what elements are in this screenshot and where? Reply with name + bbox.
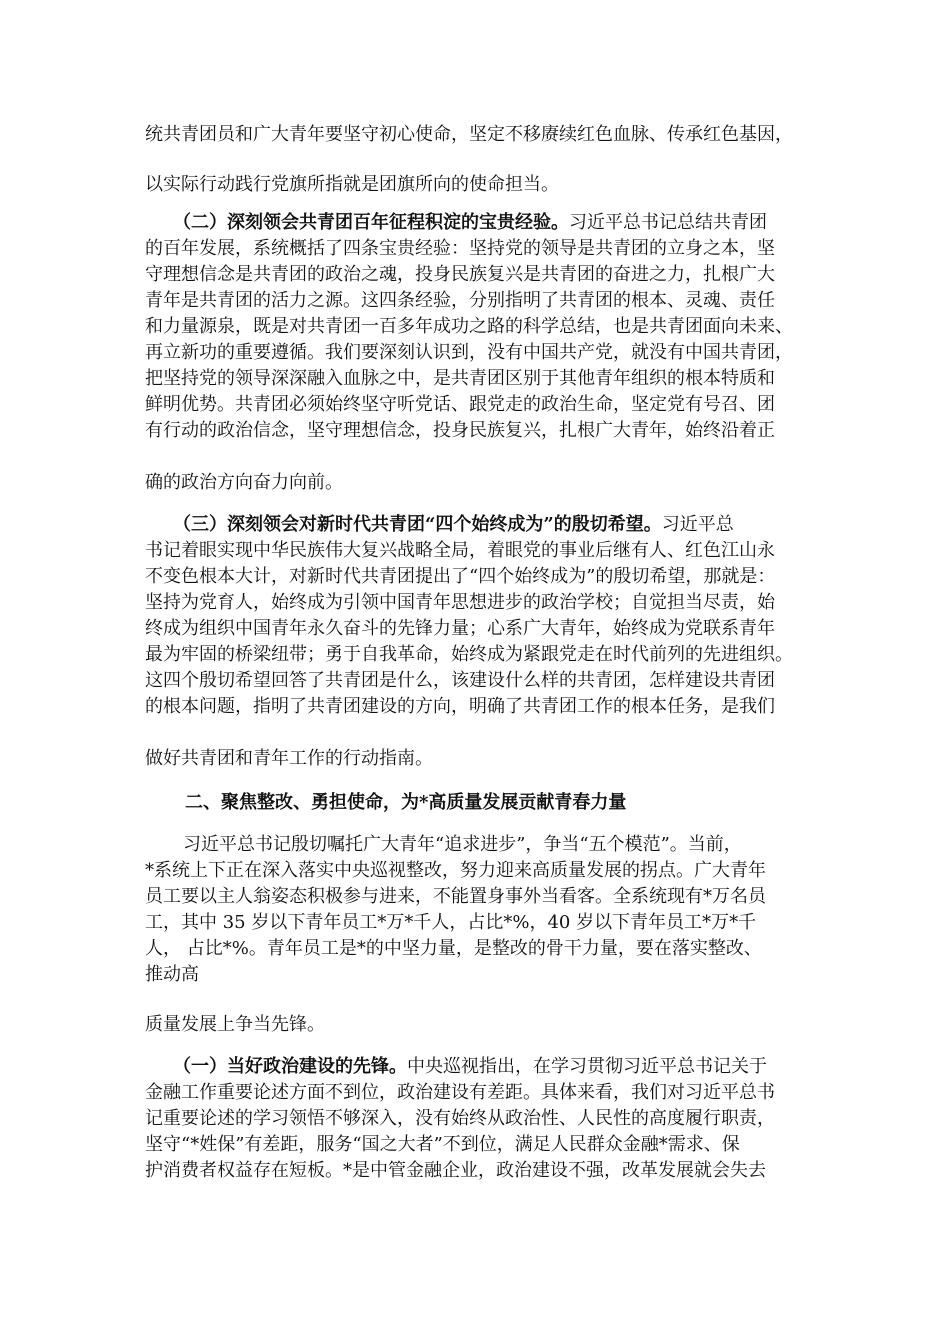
text-line — [145, 616, 805, 642]
text-line — [145, 1158, 805, 1184]
text-line — [145, 418, 805, 444]
text-line — [145, 1132, 805, 1158]
text-run: 员工要以主人翁姿态积极参与进来，不能置身事外当看客。全系统现有*万名员 — [145, 886, 766, 907]
text-run: 以实际行动践行党旗所指就是团旗所向的使命担当。 — [145, 174, 559, 195]
text-run: 有行动的政治信念，坚守理想信念，投身民族复兴，扎根广大青年，始终沿着正 — [145, 420, 775, 441]
text-run: 习近平总书记殷切嘱托广大青年“追求进步”，争当“五个模范”。当前， — [183, 834, 742, 855]
text-line — [145, 564, 805, 590]
text-run: 习近平总书记总结共青团 — [569, 212, 767, 233]
text-line — [145, 1012, 805, 1038]
subheading-line — [173, 210, 805, 236]
text-line — [145, 262, 805, 288]
subheading-text: （二）深刻领会共青团百年征程积淀的宝贵经验。 — [173, 212, 569, 233]
text-line — [145, 590, 805, 616]
text-run: 和力量源泉，既是对共青团一百多年成功之路的科学总结，也是共青团面向未来、 — [145, 316, 793, 337]
text-line — [145, 936, 805, 962]
text-line — [145, 538, 805, 564]
text-run: 人， 占比*%。青年员工是*的中坚力量，是整改的骨干力量，要在落实整改、 — [145, 938, 762, 959]
text-run: 习近平总 — [661, 514, 734, 535]
subheading-line — [173, 512, 805, 538]
text-run: 不变色根本大计，对新时代共青团提出了“四个始终成为”的殷切希望，那就是： — [145, 566, 776, 587]
text-run: 坚守“*姓保”有差距，服务“国之大者”不到位，满足人民群众金融*需求、保 — [145, 1134, 740, 1155]
text-run: 再立新功的重要遵循。我们要深刻认识到，没有中国共产党，就没有中国共青团， — [145, 342, 793, 363]
text-line — [145, 314, 805, 340]
text-line — [145, 642, 805, 668]
text-line — [145, 746, 805, 772]
text-line — [145, 1080, 805, 1106]
text-line — [145, 858, 805, 884]
text-run: 终成为组织中国青年永久奋斗的先锋力量；心系广大青年，始终成为党联系青年 — [145, 618, 775, 639]
text-run: 青年是共青团的活力之源。这四条经验，分别指明了共青团的根本、灵魂、责任 — [145, 290, 775, 311]
text-run: 这四个殷切希望回答了共青团是什么，该建设什么样的共青团，怎样建设共青团 — [145, 670, 775, 691]
text-run: 工，其中 35 岁以下青年员工*万*千人，占比*%，40 岁以下青年员工*万*千 — [145, 912, 757, 933]
text-run: 中央巡视指出，在学习贯彻习近平总书记关于 — [407, 1056, 767, 1077]
text-run: 最为牢固的桥梁纽带；勇于自我革命，始终成为紧跟党走在时代前列的先进组织。 — [145, 644, 793, 665]
text-line — [145, 694, 805, 720]
text-line — [145, 366, 805, 392]
section-heading-text: 二、聚焦整改、勇担使命，为*高质量发展贡献青春力量 — [185, 792, 627, 813]
section-heading — [185, 790, 805, 816]
text-line — [145, 392, 805, 418]
subheading-line — [173, 1054, 805, 1080]
text-line — [145, 962, 805, 988]
subheading-text: （一）当好政治建设的先锋。 — [173, 1056, 407, 1077]
text-run: 推动高 — [145, 964, 199, 985]
text-run: 坚持为党育人，始终成为引领中国青年思想进步的政治学校；自觉担当尽责，始 — [145, 592, 775, 613]
text-line — [145, 172, 805, 198]
text-line — [145, 884, 805, 910]
text-line — [145, 340, 805, 366]
text-run: 金融工作重要论述方面不到位，政治建设有差距。具体来看，我们对习近平总书 — [145, 1082, 775, 1103]
text-line — [145, 236, 805, 262]
text-run: 书记着眼实现中华民族伟大复兴战略全局，着眼党的事业后继有人、红色江山永 — [145, 540, 775, 561]
text-run: 把坚持党的领导深深融入血脉之中，是共青团区别于其他青年组织的根本特质和 — [145, 368, 775, 389]
text-line — [145, 1106, 805, 1132]
text-line — [183, 832, 805, 858]
text-run: *系统上下正在深入落实中央巡视整改，努力迎来高质量发展的拐点。广大青年 — [145, 860, 766, 881]
text-line — [145, 288, 805, 314]
text-run: 的百年发展，系统概括了四条宝贵经验：坚持党的领导是共青团的立身之本，坚 — [145, 238, 775, 259]
text-run: 的根本问题，指明了共青团建设的方向，明确了共青团工作的根本任务，是我们 — [145, 696, 775, 717]
text-run: 做好共青团和青年工作的行动指南。 — [145, 748, 433, 769]
text-line — [145, 910, 805, 936]
text-line — [145, 122, 805, 148]
text-run: 统共青团员和广大青年要坚守初心使命，坚定不移赓续红色血脉、传承红色基因， — [145, 124, 793, 145]
text-line — [145, 668, 805, 694]
text-run: 护消费者权益存在短板。*是中管金融企业，政治建设不强，改革发展就会失去 — [145, 1160, 766, 1181]
text-run: 守理想信念是共青团的政治之魂，投身民族复兴是共青团的奋进之力，扎根广大 — [145, 264, 775, 285]
subheading-text: （三）深刻领会对新时代共青团“四个始终成为”的殷切希望。 — [173, 514, 662, 535]
text-run: 记重要论述的学习领悟不够深入，没有始终从政治性、人民性的高度履行职责， — [145, 1108, 775, 1129]
text-run: 质量发展上争当先锋。 — [145, 1014, 325, 1035]
text-line — [145, 470, 805, 496]
text-run: 确的政治方向奋力向前。 — [145, 472, 343, 493]
text-run: 鲜明优势。共青团必须始终坚守听党话、跟党走的政治生命，坚定党有号召、团 — [145, 394, 775, 415]
